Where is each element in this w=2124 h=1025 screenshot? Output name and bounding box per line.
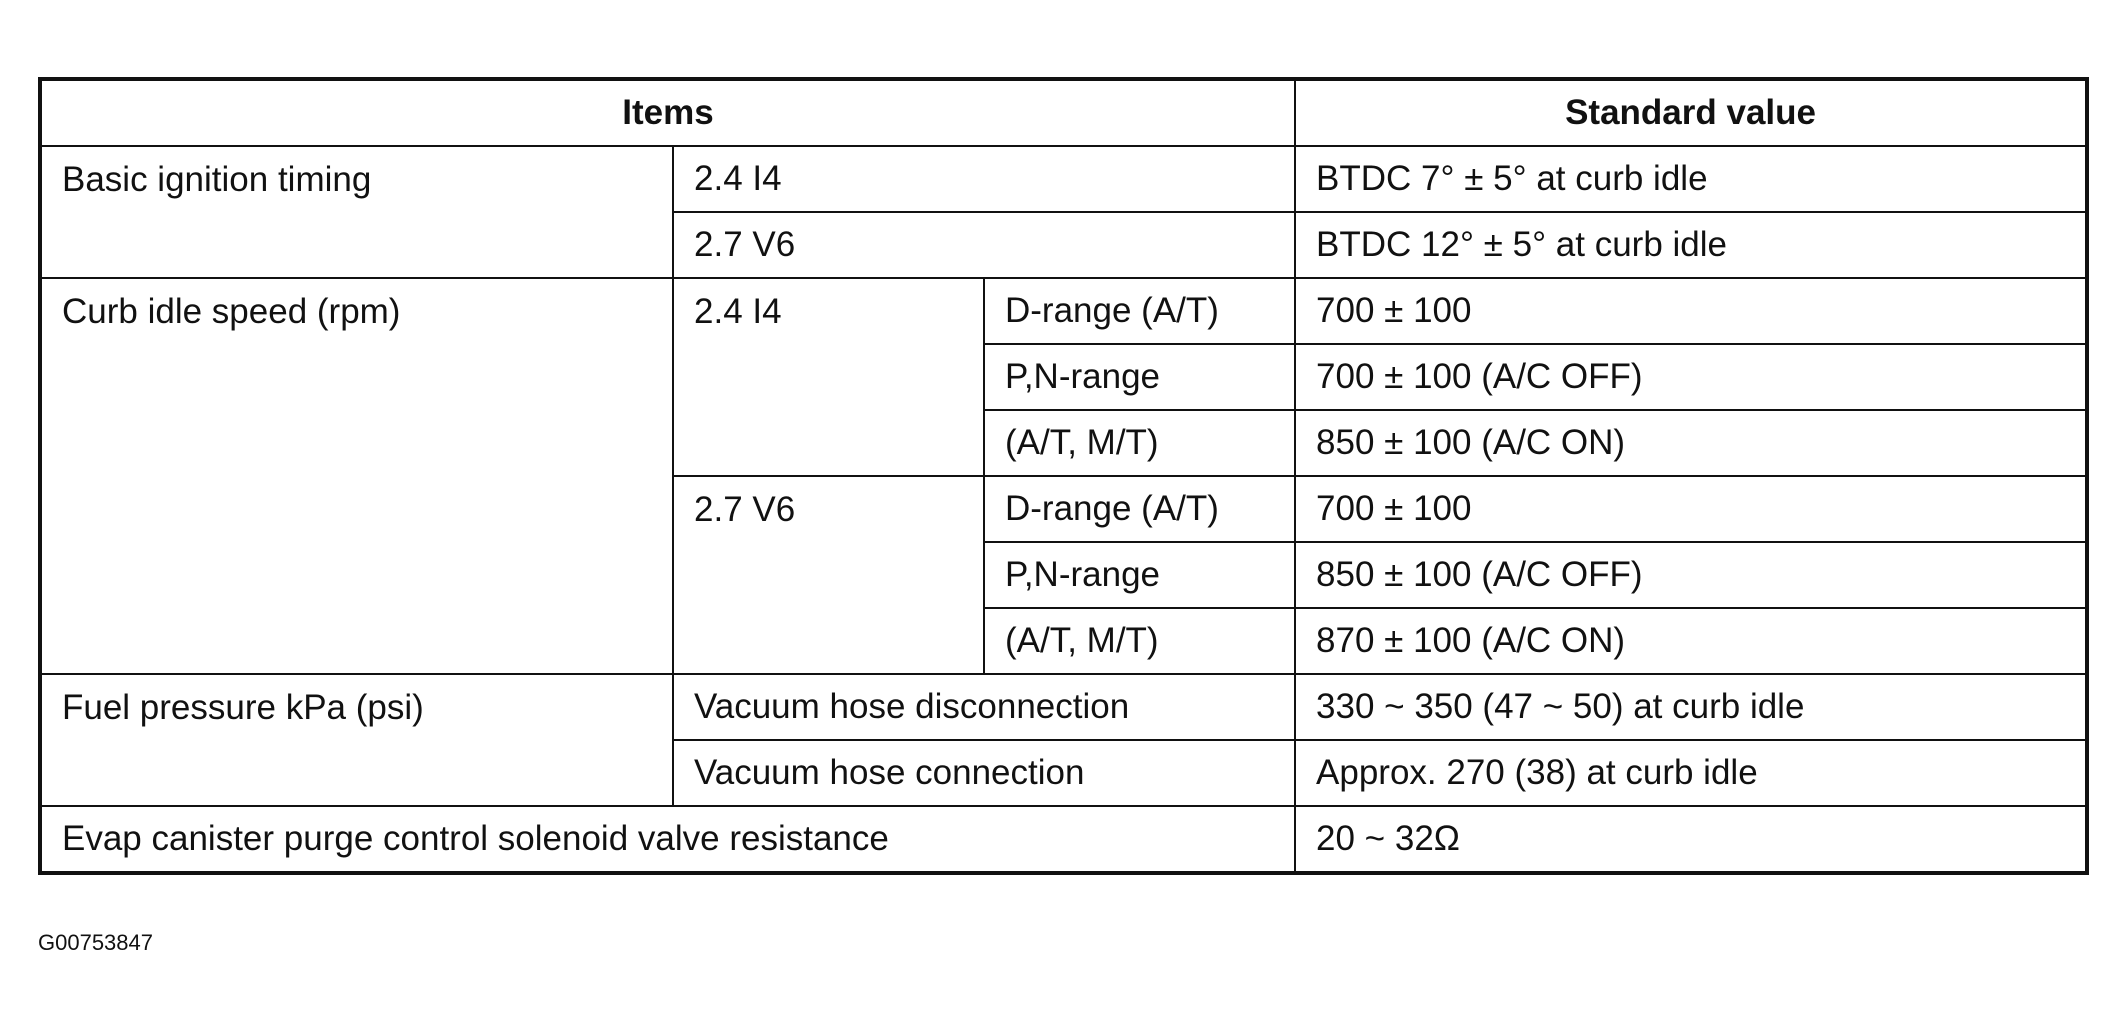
table-row	[40, 806, 2087, 873]
value-cell: BTDC 12° ± 5° at curb idle	[1295, 212, 2087, 278]
header-row	[40, 79, 2087, 146]
specification-table	[38, 77, 2089, 875]
condition-cell: Vacuum hose connection	[673, 740, 1295, 806]
engine-cell: 2.4 I4	[673, 278, 984, 476]
value-cell: Approx. 270 (38) at curb idle	[1295, 740, 2087, 806]
value-cell: 700 ± 100	[1295, 476, 2087, 542]
value-cell: 330 ~ 350 (47 ~ 50) at curb idle	[1295, 674, 2087, 740]
idle-speed-label: Curb idle speed (rpm)	[40, 278, 673, 674]
items-header: Items	[40, 79, 1295, 146]
engine-cell: 2.7 V6	[673, 476, 984, 674]
table-row	[40, 674, 2087, 740]
table-row	[40, 278, 2087, 344]
condition-cell: (A/T, M/T)	[984, 410, 1295, 476]
fuel-pressure-label: Fuel pressure kPa (psi)	[40, 674, 673, 806]
value-cell: 850 ± 100 (A/C ON)	[1295, 410, 2087, 476]
figure-code: G00753847	[38, 930, 153, 955]
value-cell: 700 ± 100	[1295, 278, 2087, 344]
value-cell: 870 ± 100 (A/C ON)	[1295, 608, 2087, 674]
condition-cell: (A/T, M/T)	[984, 608, 1295, 674]
value-cell: 700 ± 100 (A/C OFF)	[1295, 344, 2087, 410]
condition-cell: Vacuum hose disconnection	[673, 674, 1295, 740]
value-cell: 850 ± 100 (A/C OFF)	[1295, 542, 2087, 608]
ignition-timing-label: Basic ignition timing	[40, 146, 673, 278]
engine-cell: 2.4 I4	[673, 146, 1295, 212]
condition-cell: D-range (A/T)	[984, 476, 1295, 542]
standard-value-header: Standard value	[1295, 79, 2087, 146]
evap-resistance-label: Evap canister purge control solenoid valve resistance	[40, 806, 1295, 873]
value-cell: BTDC 7° ± 5° at curb idle	[1295, 146, 2087, 212]
value-cell: 20 ~ 32Ω	[1295, 806, 2087, 873]
table-row	[40, 146, 2087, 212]
condition-cell: P,N-range	[984, 542, 1295, 608]
condition-cell: D-range (A/T)	[984, 278, 1295, 344]
engine-cell: 2.7 V6	[673, 212, 1295, 278]
condition-cell: P,N-range	[984, 344, 1295, 410]
